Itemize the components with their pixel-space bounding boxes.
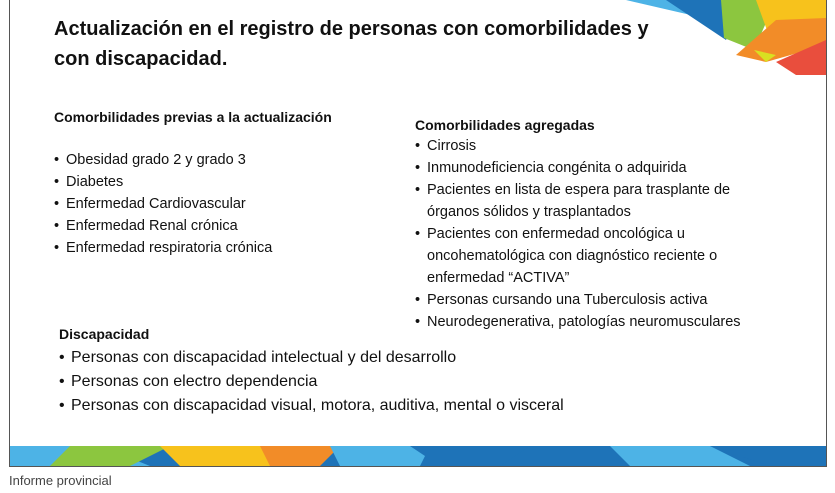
list-item: • Personas con discapacidad intelectual y del desarrollo (59, 346, 564, 370)
list-item: • Enfermedad respiratoria crónica (54, 237, 272, 259)
slide (9, 0, 827, 467)
discapacidad-heading: Discapacidad (59, 326, 150, 342)
list-item: • Inmunodeficiencia congénita o adquirida (415, 157, 741, 179)
previas-heading: Comorbilidades previas a la actualización (54, 109, 332, 125)
slide-title (54, 14, 674, 74)
list-item: • Personas con electro dependencia (59, 370, 564, 394)
list-item: • Enfermedad Cardiovascular (54, 193, 272, 215)
image-caption: Informe provincial (9, 473, 112, 488)
list-item: • Pacientes en lista de espera para trasplante de órganos sólidos y trasplantados (415, 179, 741, 223)
list-item: • Neurodegenerativa, patologías neuromusculares (415, 311, 741, 333)
agregadas-list (415, 135, 741, 333)
slide-title-line-2: con discapacidad. (54, 48, 228, 70)
bottom-color-band (10, 446, 826, 466)
discapacidad-list (59, 346, 564, 418)
list-item: • Pacientes con enfermedad oncológica u oncohematológica con diagnóstico reciente o enfermedad “ACTIVA” (415, 223, 741, 289)
list-item: • Obesidad grado 2 y grado 3 (54, 149, 272, 171)
slide-title-line-1: Actualización en el registro de personas con comorbilidades y (54, 18, 649, 40)
agregadas-heading: Comorbilidades agregadas (415, 117, 595, 133)
list-item: • Personas con discapacidad visual, motora, auditiva, mental o visceral (59, 394, 564, 418)
previas-list (54, 149, 272, 259)
list-item: • Diabetes (54, 171, 272, 193)
list-item: • Enfermedad Renal crónica (54, 215, 272, 237)
list-item: • Cirrosis (415, 135, 741, 157)
list-item: • Personas cursando una Tuberculosis activa (415, 289, 741, 311)
